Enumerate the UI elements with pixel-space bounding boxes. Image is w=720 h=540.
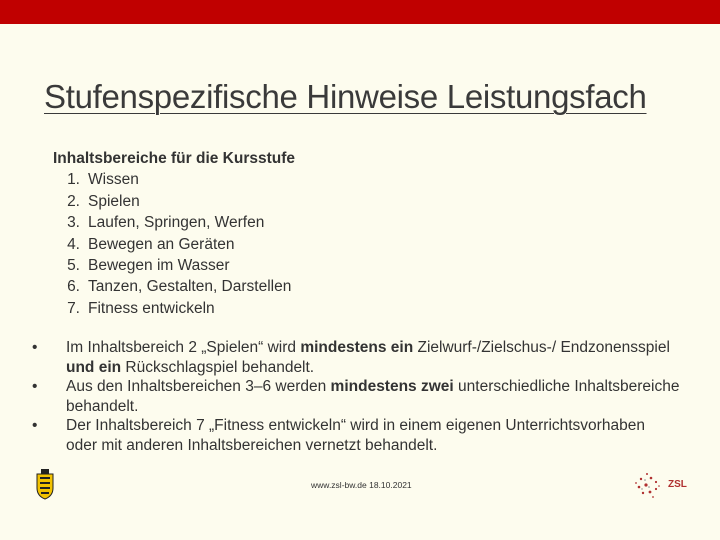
notes-list [30,338,680,455]
note-item [30,416,680,455]
item-number: 7. [67,299,80,317]
list-item [53,212,295,233]
bullet-icon: • [32,417,38,434]
note-text [66,377,680,416]
slide-title: Stufenspezifische Hinweise Leistungsfach [44,78,647,115]
note-segment: Zielwurf‐/Zielschus‐/ Endzonensspiel [413,339,670,356]
item-label: Wissen [88,171,139,189]
note-segment: unterschiedliche Inhaltsbereiche behandelt. [66,378,680,415]
item-label: Spielen [88,192,140,210]
note-item [30,377,680,416]
zsl-logo-text: ZSL [668,479,687,490]
list-item [53,276,295,297]
list-item [53,234,295,255]
list-item [53,191,295,212]
item-number: 3. [67,214,80,232]
item-number: 2. [67,192,80,210]
note-segment: Aus den Inhaltsbereichen 3–6 werden [66,378,331,395]
note-segment: Im Inhaltsbereich 2 „Spielen“ wird [66,339,301,356]
note-item [30,338,680,377]
footer-url-date: www.zsl-bw.de 18.10.2021 [311,480,412,490]
section-heading: Inhaltsbereiche für die Kursstufe [53,150,296,167]
list-item [53,298,295,319]
bullet-icon: • [32,378,38,395]
note-segment: Rückschlagspiel behandelt. [121,358,315,376]
item-number: 5. [67,257,80,275]
content-areas-section [53,148,295,319]
bullet-icon: • [32,339,38,356]
top-accent-bar [0,0,720,24]
note-emphasis: mindestens zwei [330,378,454,395]
content-areas-list [53,169,295,319]
note-emphasis: und ein [66,358,122,376]
item-number: 1. [67,171,80,189]
note-emphasis: mindestens ein [300,339,414,356]
state-crest-logo [34,468,56,500]
list-item [53,255,295,276]
list-item [53,169,295,190]
item-label: Tanzen, Gestalten, Darstellen [88,278,292,296]
item-number: 6. [67,278,80,296]
note-text: Der Inhaltsbereich 7 „Fitness entwickeln“ wird in einem eigenen Unterrichtsvorhaben oder mit anderen Inhaltsbereichen vernetzt behandelt. [66,417,645,454]
item-number: 4. [67,235,80,253]
note-text [66,338,680,377]
item-label: Bewegen an Geräten [88,235,235,253]
item-label: Fitness entwickeln [88,299,215,317]
item-label: Bewegen im Wasser [88,257,230,275]
item-label: Laufen, Springen, Werfen [88,214,265,232]
